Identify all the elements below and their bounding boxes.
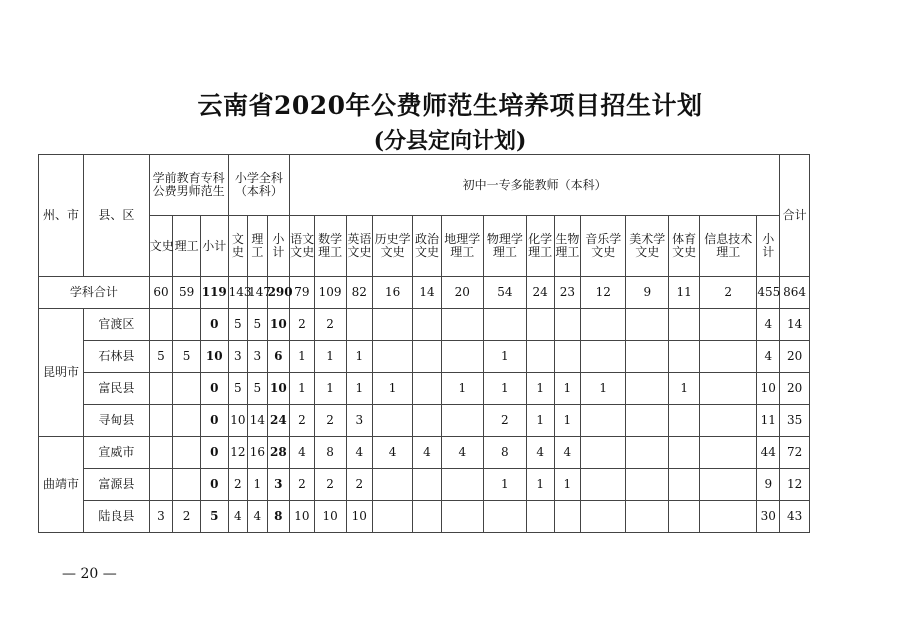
- primary-col-header: [267, 216, 290, 277]
- county-name: 宣威市: [84, 437, 150, 469]
- page-number: — 20 —: [62, 566, 117, 582]
- quota-cell: [149, 309, 173, 341]
- county-name: 陆良县: [84, 501, 150, 533]
- quota-cell: 43: [780, 501, 810, 533]
- quota-cell: [554, 309, 581, 341]
- preschool-col-header: 文史: [149, 216, 173, 277]
- totals-cell: 2: [700, 277, 757, 309]
- totals-cell: 143: [228, 277, 247, 309]
- subject-col-header: [554, 216, 581, 277]
- subject-track: 文史: [635, 245, 660, 259]
- quota-cell: 1: [314, 373, 346, 405]
- quota-cell: [669, 501, 700, 533]
- subject-name: 生物: [555, 232, 580, 246]
- totals-row: [39, 277, 810, 309]
- subject-col-header: [413, 216, 442, 277]
- quota-cell: [669, 469, 700, 501]
- quota-cell: 44: [757, 437, 780, 469]
- quota-cell: 20: [780, 373, 810, 405]
- totals-cell: 54: [483, 277, 526, 309]
- county-header: 县、区: [84, 155, 150, 277]
- subject-col-header: [290, 216, 315, 277]
- quota-cell: [669, 437, 700, 469]
- primary-col-header-char: 文: [231, 232, 244, 246]
- subject-track: 理工: [492, 245, 517, 259]
- primary-group-subtitle: （本科）: [234, 184, 283, 198]
- prefecture-name: 曲靖市: [39, 437, 84, 533]
- quota-cell: 1: [346, 341, 373, 373]
- quota-cell: 4: [373, 437, 413, 469]
- quota-cell: 11: [757, 405, 780, 437]
- subject-track: 理工: [450, 245, 475, 259]
- quota-cell: [700, 469, 757, 501]
- quota-cell: [626, 405, 669, 437]
- county-name: 富源县: [84, 469, 150, 501]
- quota-cell: 3: [248, 341, 267, 373]
- quota-cell: [700, 309, 757, 341]
- quota-cell: 2: [314, 405, 346, 437]
- quota-cell: [581, 405, 626, 437]
- county-name: 寻甸县: [84, 405, 150, 437]
- totals-cell: 14: [413, 277, 442, 309]
- quota-cell: 1: [669, 373, 700, 405]
- subject-col-header: [700, 216, 757, 277]
- quota-cell: 10: [314, 501, 346, 533]
- subject-name: 政治: [414, 232, 439, 246]
- quota-cell: [149, 373, 173, 405]
- quota-cell: 2: [173, 501, 201, 533]
- subject-track: 理工: [528, 245, 553, 259]
- quota-cell: 4: [441, 437, 483, 469]
- quota-cell: 4: [346, 437, 373, 469]
- header-row-top: [39, 155, 810, 216]
- quota-cell: [413, 501, 442, 533]
- primary-col-header-char: 史: [231, 245, 244, 259]
- quota-cell: [149, 469, 173, 501]
- quota-cell: 6: [267, 341, 290, 373]
- totals-cell: 864: [780, 277, 810, 309]
- primary-col-header-char: 理: [251, 232, 264, 246]
- quota-cell: [626, 501, 669, 533]
- subject-track: 理工: [318, 245, 343, 259]
- quota-cell: 4: [248, 501, 267, 533]
- quota-cell: [581, 309, 626, 341]
- subject-track: 理工: [555, 245, 580, 259]
- quota-cell: 8: [314, 437, 346, 469]
- quota-cell: [413, 373, 442, 405]
- subject-track: 文史: [347, 245, 372, 259]
- quota-cell: [173, 373, 201, 405]
- totals-row-label: 学科合计: [39, 277, 150, 309]
- quota-cell: 8: [483, 437, 526, 469]
- quota-cell: 72: [780, 437, 810, 469]
- subject-track: 文史: [414, 245, 439, 259]
- totals-cell: 147: [248, 277, 267, 309]
- quota-cell: 2: [290, 405, 315, 437]
- totals-cell: 12: [581, 277, 626, 309]
- subject-name: 音乐学: [585, 232, 622, 246]
- quota-cell: 24: [267, 405, 290, 437]
- quota-cell: 2: [346, 469, 373, 501]
- quota-cell: 1: [554, 405, 581, 437]
- quota-cell: [373, 309, 413, 341]
- quota-cell: [483, 309, 526, 341]
- county-row: [39, 341, 810, 373]
- quota-cell: 1: [441, 373, 483, 405]
- quota-cell: 2: [314, 309, 346, 341]
- quota-cell: [581, 437, 626, 469]
- quota-cell: [626, 373, 669, 405]
- totals-cell: 79: [290, 277, 315, 309]
- quota-cell: [626, 309, 669, 341]
- subject-name: 化学: [528, 232, 553, 246]
- totals-cell: 60: [149, 277, 173, 309]
- quota-cell: 1: [373, 373, 413, 405]
- quota-cell: 2: [290, 309, 315, 341]
- county-name: 石林县: [84, 341, 150, 373]
- quota-cell: 3: [228, 341, 247, 373]
- subject-col-header: [483, 216, 526, 277]
- primary-group-header: [228, 155, 290, 216]
- quota-cell: 1: [526, 405, 554, 437]
- subject-col-header: [314, 216, 346, 277]
- quota-cell: [626, 469, 669, 501]
- totals-cell: 23: [554, 277, 581, 309]
- subject-track: 理工: [716, 245, 741, 259]
- quota-cell: 5: [248, 309, 267, 341]
- subject-col-header: [373, 216, 413, 277]
- quota-cell: 10: [200, 341, 228, 373]
- subject-track: 文史: [380, 245, 405, 259]
- quota-cell: 10: [757, 373, 780, 405]
- middle-school-group-header: 初中一专多能教师（本科）: [290, 155, 780, 216]
- quota-cell: [700, 437, 757, 469]
- quota-cell: 5: [149, 341, 173, 373]
- quota-cell: 0: [200, 469, 228, 501]
- quota-cell: 1: [290, 341, 315, 373]
- document-title: 云南省2020年公费师范生培养项目招生计划: [197, 91, 703, 120]
- subject-col-header: [526, 216, 554, 277]
- quota-cell: [441, 309, 483, 341]
- quota-cell: [149, 405, 173, 437]
- totals-cell: 119: [200, 277, 228, 309]
- middle-subtotal-header-char: 计: [762, 245, 775, 259]
- middle-subtotal-header-char: 小: [762, 232, 775, 246]
- quota-cell: 1: [581, 373, 626, 405]
- quota-cell: [554, 501, 581, 533]
- quota-cell: [700, 405, 757, 437]
- quota-cell: [346, 309, 373, 341]
- quota-cell: 5: [228, 309, 247, 341]
- quota-cell: 1: [554, 373, 581, 405]
- quota-cell: 4: [228, 501, 247, 533]
- quota-cell: [149, 437, 173, 469]
- quota-cell: [413, 469, 442, 501]
- quota-cell: 0: [200, 309, 228, 341]
- quota-cell: [526, 341, 554, 373]
- county-name: 富民县: [84, 373, 150, 405]
- quota-cell: [173, 405, 201, 437]
- quota-cell: 1: [554, 469, 581, 501]
- subject-col-header: [626, 216, 669, 277]
- quota-cell: 20: [780, 341, 810, 373]
- totals-cell: 455: [757, 277, 780, 309]
- quota-cell: [441, 405, 483, 437]
- quota-cell: [373, 501, 413, 533]
- subject-name: 语文: [290, 232, 315, 246]
- quota-cell: 5: [173, 341, 201, 373]
- quota-cell: 16: [248, 437, 267, 469]
- totals-cell: 82: [346, 277, 373, 309]
- quota-cell: [669, 309, 700, 341]
- quota-cell: 10: [290, 501, 315, 533]
- quota-cell: [173, 437, 201, 469]
- subject-name: 历史学: [374, 232, 411, 246]
- quota-cell: [373, 469, 413, 501]
- quota-cell: 1: [483, 469, 526, 501]
- quota-cell: [373, 341, 413, 373]
- subject-name: 地理学: [444, 232, 481, 246]
- quota-cell: [413, 405, 442, 437]
- quota-cell: [483, 501, 526, 533]
- primary-group-title: 小学全科: [234, 171, 283, 185]
- quota-cell: 4: [290, 437, 315, 469]
- middle-subtotal-header: [757, 216, 780, 277]
- subject-col-header: [669, 216, 700, 277]
- subject-track: 文史: [672, 245, 697, 259]
- quota-cell: [413, 309, 442, 341]
- quota-cell: [554, 341, 581, 373]
- quota-cell: 4: [757, 341, 780, 373]
- quota-cell: [700, 341, 757, 373]
- quota-cell: 3: [346, 405, 373, 437]
- quota-cell: 4: [757, 309, 780, 341]
- document-subtitle: (分县定向计划): [373, 128, 527, 154]
- primary-col-header: [228, 216, 247, 277]
- quota-cell: [626, 437, 669, 469]
- quota-cell: 1: [290, 373, 315, 405]
- quota-cell: [669, 341, 700, 373]
- subject-name: 数学: [318, 232, 343, 246]
- totals-cell: 290: [267, 277, 290, 309]
- subject-track: 文史: [290, 245, 315, 259]
- subject-name: 英语: [347, 232, 372, 246]
- subject-col-header: [346, 216, 373, 277]
- quota-cell: 1: [483, 341, 526, 373]
- quota-cell: 8: [267, 501, 290, 533]
- subject-track: 文史: [591, 245, 616, 259]
- quota-cell: 5: [200, 501, 228, 533]
- quota-cell: 12: [780, 469, 810, 501]
- header-row-subjects: [39, 216, 810, 277]
- quota-cell: 5: [228, 373, 247, 405]
- quota-cell: 2: [314, 469, 346, 501]
- quota-cell: [626, 341, 669, 373]
- totals-cell: 109: [314, 277, 346, 309]
- county-row: [39, 501, 810, 533]
- subject-name: 体育: [672, 232, 697, 246]
- quota-cell: 30: [757, 501, 780, 533]
- preschool-group-subtitle: 公费男师范生: [152, 184, 225, 198]
- primary-col-header-char: 小: [272, 232, 285, 246]
- quota-cell: 0: [200, 373, 228, 405]
- subject-col-header: [581, 216, 626, 277]
- totals-cell: 16: [373, 277, 413, 309]
- quota-cell: [173, 309, 201, 341]
- preschool-col-header: 小计: [200, 216, 228, 277]
- quota-cell: 2: [290, 469, 315, 501]
- county-row: [39, 373, 810, 405]
- quota-cell: 1: [248, 469, 267, 501]
- county-row: [39, 405, 810, 437]
- county-name: 官渡区: [84, 309, 150, 341]
- quota-cell: 5: [248, 373, 267, 405]
- quota-cell: [581, 501, 626, 533]
- quota-cell: 10: [346, 501, 373, 533]
- quota-cell: [441, 469, 483, 501]
- quota-cell: [581, 341, 626, 373]
- quota-cell: 3: [149, 501, 173, 533]
- quota-cell: [373, 405, 413, 437]
- subject-col-header: [441, 216, 483, 277]
- quota-cell: 4: [413, 437, 442, 469]
- quota-cell: [441, 501, 483, 533]
- quota-cell: 0: [200, 405, 228, 437]
- subject-name: 美术学: [629, 232, 666, 246]
- prefecture-header: 州、市: [39, 155, 84, 277]
- quota-cell: 1: [483, 373, 526, 405]
- totals-cell: 9: [626, 277, 669, 309]
- quota-cell: [526, 501, 554, 533]
- quota-cell: 10: [228, 405, 247, 437]
- primary-col-header: [248, 216, 267, 277]
- totals-cell: 59: [173, 277, 201, 309]
- quota-cell: 14: [248, 405, 267, 437]
- quota-cell: 1: [526, 373, 554, 405]
- quota-cell: 1: [346, 373, 373, 405]
- preschool-group-title: 学前教育专科: [152, 171, 225, 185]
- quota-cell: 9: [757, 469, 780, 501]
- grand-total-header: 合计: [780, 155, 810, 277]
- totals-cell: 20: [441, 277, 483, 309]
- quota-cell: 10: [267, 309, 290, 341]
- quota-cell: [526, 309, 554, 341]
- primary-col-header-char: 工: [251, 245, 264, 259]
- quota-cell: 4: [554, 437, 581, 469]
- quota-cell: 0: [200, 437, 228, 469]
- quota-cell: 2: [228, 469, 247, 501]
- primary-col-header-char: 计: [272, 245, 285, 259]
- quota-cell: [669, 405, 700, 437]
- quota-cell: 28: [267, 437, 290, 469]
- totals-cell: 24: [526, 277, 554, 309]
- quota-cell: 2: [483, 405, 526, 437]
- quota-cell: [173, 469, 201, 501]
- enrollment-plan-table: [38, 154, 810, 533]
- subject-name: 信息技术: [704, 232, 753, 246]
- quota-cell: [413, 341, 442, 373]
- prefecture-name: 昆明市: [39, 309, 84, 437]
- quota-cell: 10: [267, 373, 290, 405]
- quota-cell: 1: [526, 469, 554, 501]
- quota-cell: [700, 501, 757, 533]
- totals-cell: 11: [669, 277, 700, 309]
- quota-cell: [581, 469, 626, 501]
- county-row: [39, 437, 810, 469]
- quota-cell: 35: [780, 405, 810, 437]
- subject-name: 物理学: [486, 232, 523, 246]
- quota-cell: 3: [267, 469, 290, 501]
- quota-cell: 1: [314, 341, 346, 373]
- quota-cell: [700, 373, 757, 405]
- quota-cell: 4: [526, 437, 554, 469]
- preschool-col-header: 理工: [173, 216, 201, 277]
- quota-cell: [441, 341, 483, 373]
- quota-cell: 12: [228, 437, 247, 469]
- county-row: [39, 469, 810, 501]
- county-row: [39, 309, 810, 341]
- quota-cell: 14: [780, 309, 810, 341]
- preschool-group-header: [149, 155, 228, 216]
